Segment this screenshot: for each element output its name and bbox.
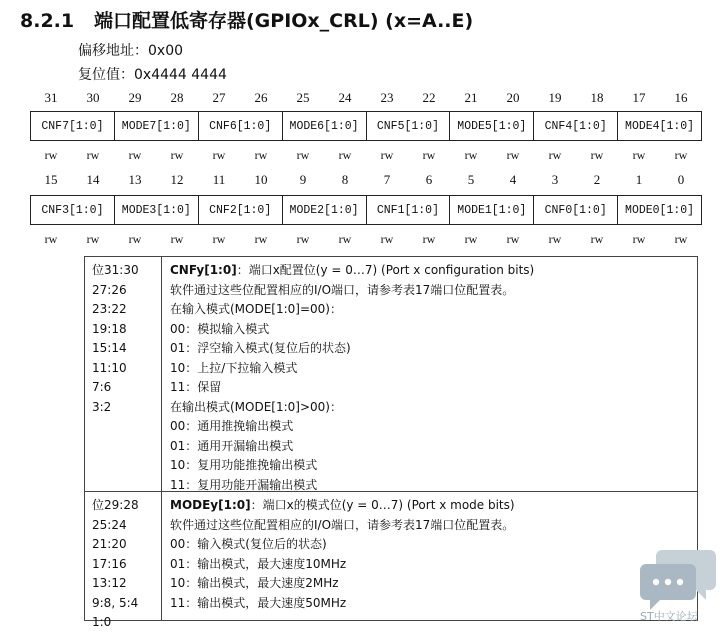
bit-number: 19	[548, 90, 562, 105]
bit-number: 31	[44, 90, 58, 105]
bit-number: 15	[44, 172, 58, 187]
mode-title: MODEy[1:0]	[170, 498, 251, 512]
cnf-bit-positions	[85, 257, 162, 491]
access-type: rw	[296, 232, 310, 246]
section-number: 8.2.1	[20, 10, 75, 32]
register-field: MODE3[1:0]	[115, 196, 199, 224]
description-line: 00：通用推挽输出模式	[170, 419, 294, 433]
access-type: rw	[212, 232, 226, 246]
mode-bit-positions	[85, 492, 162, 629]
access-type: rw	[296, 148, 310, 162]
description-line: 11：输出模式，最大速度50MHz	[170, 595, 347, 610]
description-line: 软件通过这些位配置相应的I/O端口，请参考表17端口位配置表。	[170, 282, 515, 297]
access-type: rw	[548, 232, 562, 246]
register-field: MODE6[1:0]	[283, 112, 367, 140]
bit-number: 0	[677, 172, 685, 187]
register-field: MODE7[1:0]	[115, 112, 199, 140]
access-type: rw	[128, 232, 142, 246]
bit-number: 13	[128, 172, 142, 187]
upper-register-row	[30, 111, 702, 141]
register-field: CNF0[1:0]	[534, 196, 618, 224]
bit-number: 22	[422, 90, 436, 105]
bit-number: 28	[170, 90, 184, 105]
description-line: 01：通用开漏输出模式	[170, 438, 294, 453]
section-title: 端口配置低寄存器(GPIOx_CRL) (x=A..E)	[94, 10, 474, 32]
access-type: rw	[464, 148, 478, 162]
bit-position: 位31:30	[92, 263, 139, 277]
bit-number: 16	[674, 90, 688, 105]
mode-title-line	[170, 496, 693, 516]
access-type: rw	[632, 232, 646, 246]
bit-number: 18	[590, 90, 604, 105]
access-type: rw	[674, 148, 688, 162]
bit-position: 17:16	[92, 556, 127, 571]
section-heading	[20, 6, 473, 33]
description-line: 00：模拟输入模式	[170, 321, 270, 336]
access-type: rw	[86, 232, 100, 246]
bit-description-table	[84, 256, 698, 629]
bit-number: 20	[506, 90, 520, 105]
offset-address: 偏移地址：0x00	[78, 43, 184, 59]
access-type: rw	[506, 232, 520, 246]
bit-position: 19:18	[92, 321, 127, 336]
description-line: 软件通过这些位配置相应的I/O端口，请参考表17端口位配置表。	[170, 517, 515, 532]
register-field: CNF5[1:0]	[367, 112, 451, 140]
register-field: MODE4[1:0]	[618, 112, 702, 140]
bit-number: 23	[380, 90, 394, 105]
bit-position: 3:2	[92, 399, 112, 414]
mode-section	[85, 492, 697, 629]
bit-number: 6	[425, 172, 433, 187]
register-field: MODE2[1:0]	[283, 196, 367, 224]
cnf-section	[85, 257, 697, 491]
register-field: CNF1[1:0]	[367, 196, 451, 224]
access-type: rw	[506, 148, 520, 162]
description-line: 01：浮空输入模式(复位后的状态)	[170, 341, 351, 355]
upper-bit-numbers	[30, 90, 702, 106]
access-type: rw	[380, 232, 394, 246]
mode-description	[170, 496, 693, 613]
bit-number: 7	[383, 172, 391, 187]
description-line: 10：上拉/下拉输入模式	[170, 360, 298, 375]
description-line: 11：保留	[170, 380, 222, 394]
cnf-description	[170, 261, 693, 495]
register-field: CNF4[1:0]	[534, 112, 618, 140]
bit-position: 位29:28	[92, 498, 139, 512]
bit-position: 7:6	[92, 380, 112, 394]
access-type: rw	[170, 232, 184, 246]
access-type: rw	[590, 148, 604, 162]
bit-number: 1	[635, 172, 643, 187]
description-line: 11：复用功能开漏输出模式	[170, 477, 318, 492]
access-type: rw	[254, 148, 268, 162]
bit-number: 17	[632, 90, 646, 105]
register-field: MODE5[1:0]	[450, 112, 534, 140]
register-field: CNF3[1:0]	[31, 196, 115, 224]
access-type: rw	[338, 148, 352, 162]
bit-number: 25	[296, 90, 310, 105]
access-type: rw	[590, 232, 604, 246]
description-line: 10：输出模式，最大速度2MHz	[170, 576, 339, 590]
register-field: MODE1[1:0]	[450, 196, 534, 224]
upper-access-row	[30, 148, 702, 163]
access-type: rw	[674, 232, 688, 246]
bit-number: 4	[509, 172, 517, 187]
bit-position: 11:10	[92, 360, 127, 375]
register-field: CNF6[1:0]	[199, 112, 283, 140]
access-type: rw	[422, 232, 436, 246]
cnf-title-rest: ：端口x配置位(y = 0…7) (Port x configuration bits)	[236, 263, 535, 277]
description-line: 在输出模式(MODE[1:0]>00)：	[170, 399, 342, 414]
access-type: rw	[212, 148, 226, 162]
bit-number: 8	[341, 172, 349, 187]
access-type: rw	[128, 148, 142, 162]
access-type: rw	[548, 148, 562, 162]
bit-number: 2	[593, 172, 601, 187]
cnf-title: CNFy[1:0]	[170, 263, 237, 277]
register-field: CNF7[1:0]	[31, 112, 115, 140]
access-type: rw	[44, 148, 58, 162]
bit-position: 1:0	[92, 615, 112, 629]
bit-number: 14	[86, 172, 100, 187]
bit-position: 27:26	[92, 282, 127, 297]
bit-number: 29	[128, 90, 142, 105]
bit-position: 23:22	[92, 302, 127, 316]
bit-number: 21	[464, 90, 478, 105]
access-type: rw	[86, 148, 100, 162]
bit-position: 13:12	[92, 576, 127, 590]
bit-position: 9:8, 5:4	[92, 595, 139, 610]
access-type: rw	[44, 232, 58, 246]
bit-number: 30	[86, 90, 100, 105]
watermark-text: ST中文论坛	[640, 610, 698, 623]
access-type: rw	[632, 148, 646, 162]
bit-number: 3	[551, 172, 559, 187]
access-type: rw	[254, 232, 268, 246]
bit-number: 11	[212, 172, 226, 187]
description-line: 01：输出模式，最大速度10MHz	[170, 556, 347, 571]
access-type: rw	[464, 232, 478, 246]
bit-position: 25:24	[92, 517, 127, 532]
lower-register-row	[30, 195, 702, 225]
mode-title-rest: ：端口x的模式位(y = 0…7) (Port x mode bits)	[250, 498, 515, 512]
access-type: rw	[338, 232, 352, 246]
bit-number: 9	[299, 172, 307, 187]
lower-bit-numbers	[30, 172, 702, 188]
bit-number: 27	[212, 90, 226, 105]
description-line: 00：输入模式(复位后的状态)	[170, 537, 327, 551]
description-line: 10：复用功能推挽输出模式	[170, 458, 318, 472]
bit-number: 10	[254, 172, 268, 187]
register-field: MODE0[1:0]	[618, 196, 702, 224]
bit-number: 5	[467, 172, 475, 187]
access-type: rw	[380, 148, 394, 162]
bit-number: 26	[254, 90, 268, 105]
lower-access-row	[30, 232, 702, 247]
bit-position: 21:20	[92, 537, 127, 551]
description-line: 在输入模式(MODE[1:0]=00)：	[170, 302, 342, 316]
bit-position: 15:14	[92, 341, 127, 355]
bit-number: 12	[170, 172, 184, 187]
cnf-title-line	[170, 261, 693, 281]
access-type: rw	[422, 148, 436, 162]
access-type: rw	[170, 148, 184, 162]
register-field: CNF2[1:0]	[199, 196, 283, 224]
reset-value: 复位值：0x4444 4444	[78, 67, 227, 83]
bit-number: 24	[338, 90, 352, 105]
